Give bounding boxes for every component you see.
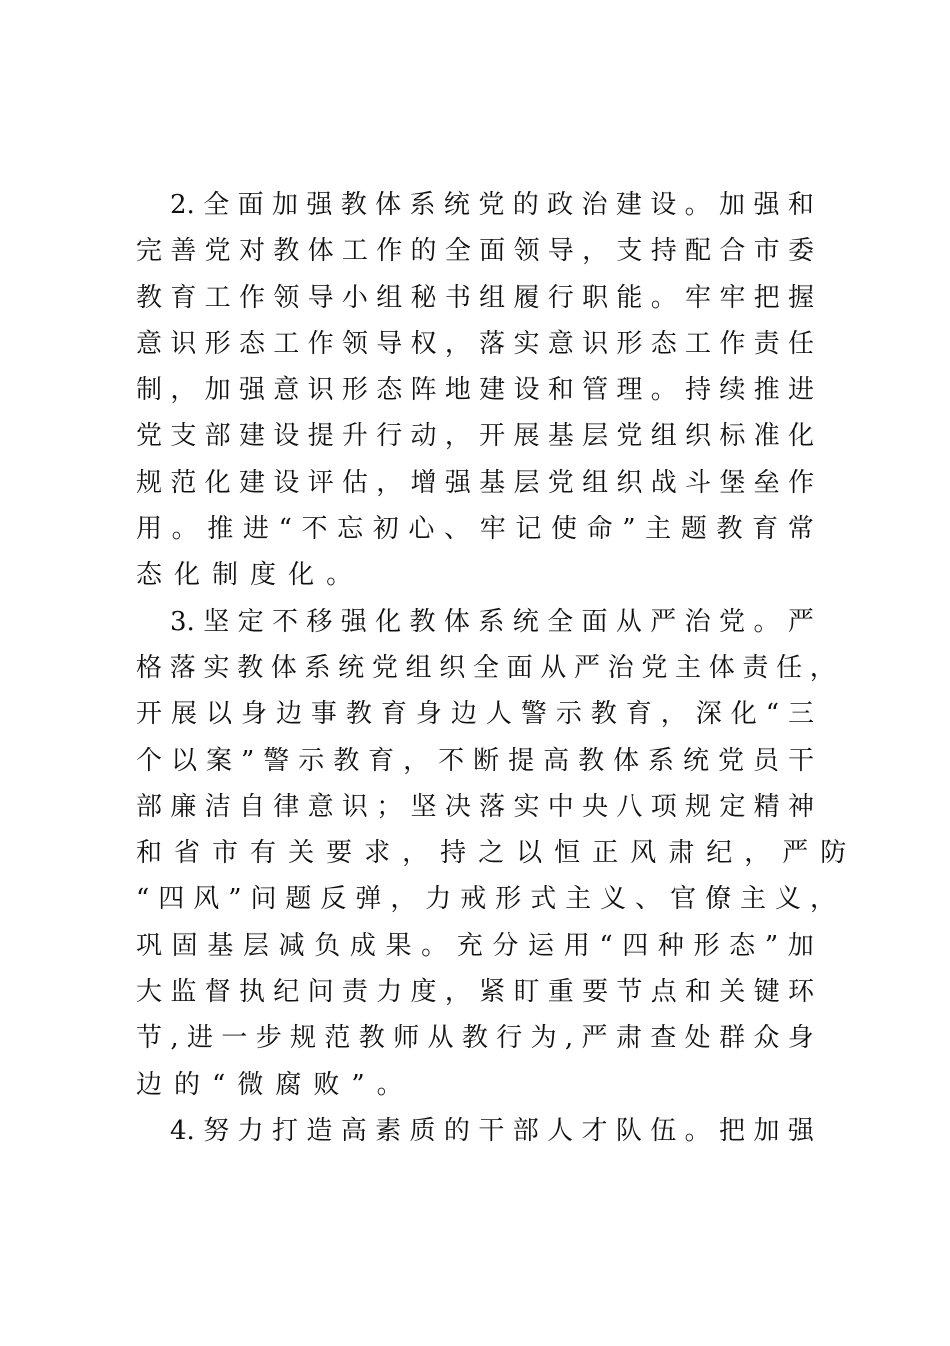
text-line: 用 。 推 进 “ 不 忘 初 心 、 牢 记 使 命 ” 主 题 教 育 常: [136, 514, 814, 545]
text-line: “ 四 风 ” 问 题 反 弹 ， 力 戒 形 式 主 义 、 官 僚 主 义 ，: [136, 884, 836, 915]
text-line: 巩 固 基 层 减 负 成 果 。 充 分 运 用 “ 四 种 形 态 ” 加: [136, 930, 814, 961]
text-line: 态 化 制 度 化 。: [136, 560, 353, 591]
text-line: 4. 努 力 打 造 高 素 质 的 干 部 人 才 队 伍 。 把 加 强: [170, 1115, 814, 1146]
text-line: 开 展 以 身 边 事 教 育 身 边 人 警 示 教 育 ， 深 化 “ 三: [136, 699, 814, 730]
text-line: 教 育 工 作 领 导 小 组 秘 书 组 履 行 职 能 。 牢 牢 把 握: [136, 282, 814, 313]
text-line: 部 廉 洁 自 律 意 识 ； 坚 决 落 实 中 央 八 项 规 定 精 神: [136, 791, 814, 822]
text-line: 3. 坚 定 不 移 强 化 教 体 系 统 全 面 从 严 治 党 。 严: [170, 606, 814, 637]
text-line: 节 , 进 一 步 规 范 教 师 从 教 行 为 , 严 肃 查 处 群 众 身: [136, 1023, 814, 1054]
text-line: 制 ， 加 强 意 识 形 态 阵 地 建 设 和 管 理 。 持 续 推 进: [136, 375, 814, 406]
text-line: 个 以 案 ” 警 示 教 育 ， 不 断 提 高 教 体 系 统 党 员 干: [136, 745, 814, 776]
text-line: 和 省 市 有 关 要 求 ， 持 之 以 恒 正 风 肃 纪 ， 严 防: [136, 838, 847, 869]
body-text: [136, 182, 847, 1154]
text-line: 大 监 督 执 纪 问 责 力 度 ， 紧 盯 重 要 节 点 和 关 键 环: [136, 977, 814, 1008]
text-line: 2. 全 面 加 强 教 体 系 统 党 的 政 治 建 设 。 加 强 和: [170, 190, 814, 220]
text-line: 意 识 形 态 工 作 领 导 权 ， 落 实 意 识 形 态 工 作 责 任: [136, 328, 814, 359]
text-line: 边 的 “ 微 腐 败 ” 。: [136, 1069, 403, 1100]
text-line: 规 范 化 建 设 评 估 ， 增 强 基 层 党 组 织 战 斗 堡 垒 作: [136, 467, 814, 498]
text-line: 完 善 党 对 教 体 工 作 的 全 面 领 导 ， 支 持 配 合 市 委: [136, 236, 814, 267]
text-line: 格 落 实 教 体 系 统 党 组 织 全 面 从 严 治 党 主 体 责 任 ，: [136, 652, 836, 683]
text-line: 党 支 部 建 设 提 升 行 动 ， 开 展 基 层 党 组 织 标 准 化: [136, 421, 814, 452]
